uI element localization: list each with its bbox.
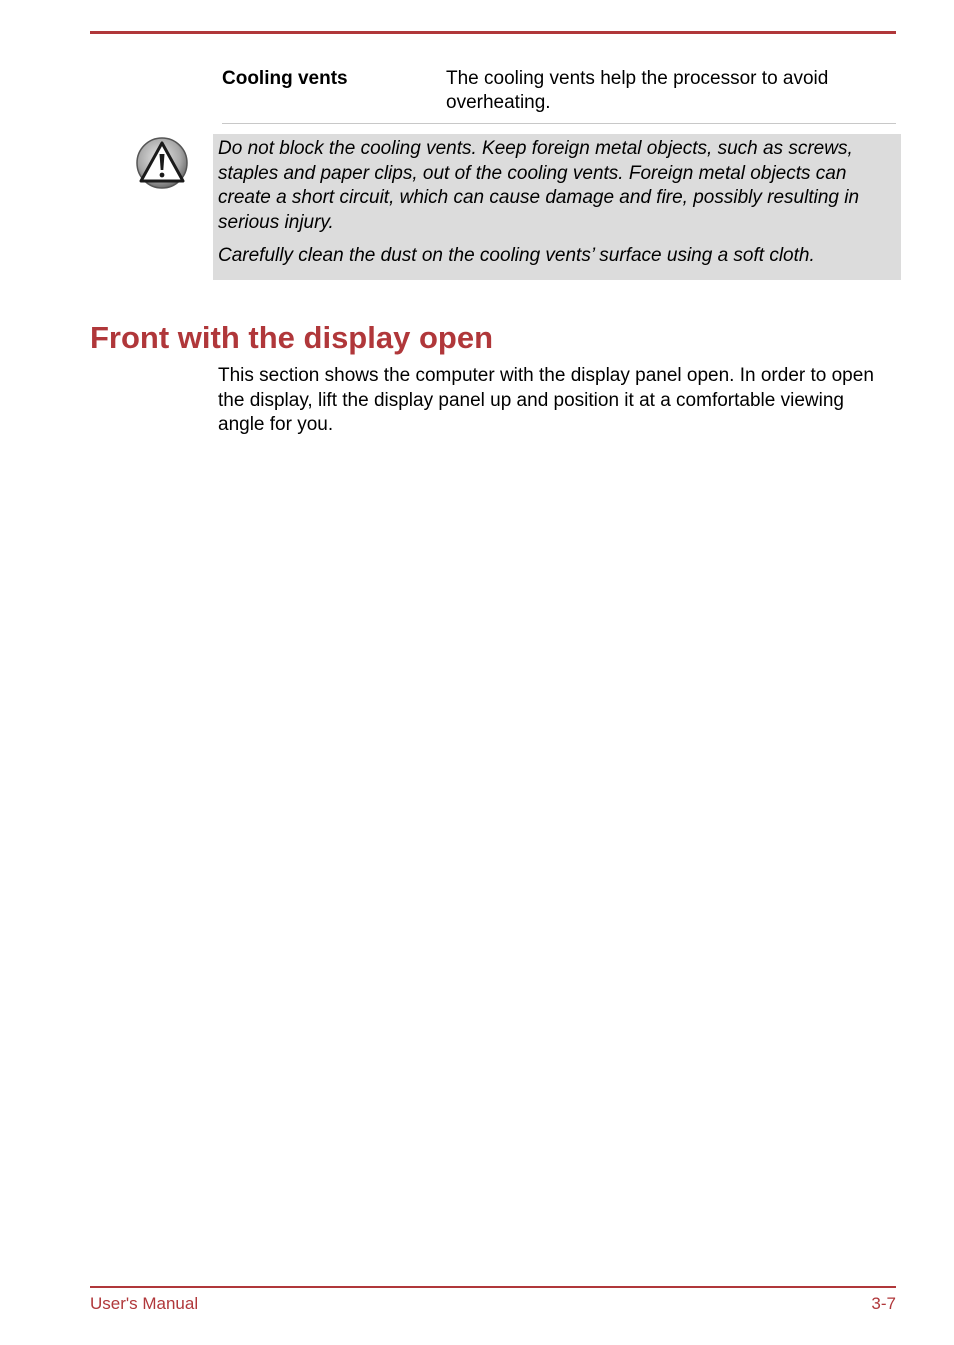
term-definition: The cooling vents help the processor to avoid overheating. [446, 68, 829, 113]
term-label: Cooling vents [222, 68, 348, 89]
header-rule [90, 31, 896, 34]
section-heading: Front with the display open [90, 320, 493, 355]
definition-row-cooling-vents [222, 67, 896, 124]
section-body-text: This section shows the computer with the display panel open. In order to open the display, lift the display panel up and position it at a comfortable viewing angle for you. [218, 365, 874, 435]
warning-triangle-icon [135, 136, 189, 190]
warning-paragraph: Carefully clean the dust on the cooling vents’ surface using a soft cloth. [218, 245, 815, 266]
warning-paragraph: Do not block the cooling vents. Keep foreign metal objects, such as screws, staples and paper clips, out of the cooling vents. Foreign metal objects can create a short circuit, which can cause damage and fire, possibly resulting in serious injury. [218, 138, 860, 233]
footer-manual-title: User's Manual [90, 1294, 199, 1313]
warning-note-box [213, 134, 901, 280]
footer-rule [90, 1286, 896, 1288]
footer-page-number: 3-7 [871, 1294, 896, 1313]
